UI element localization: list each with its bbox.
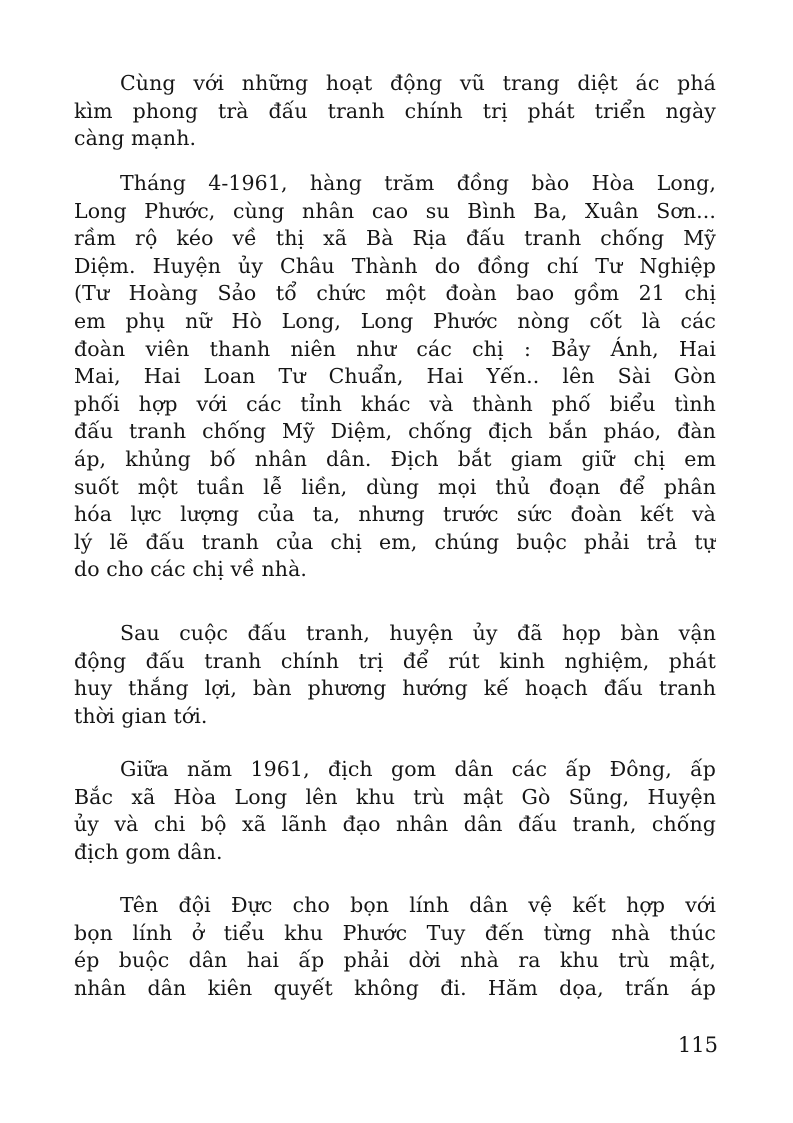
text-line: huy thắng lợi, bàn phương hướng kế hoạch đấu tranh bbox=[74, 676, 716, 701]
text-line: (Tư Hoàng Sảo tổ chức một đoàn bao gồm 21 chị bbox=[74, 281, 716, 306]
text-line: suốt một tuần lễ liền, dùng mọi thủ đoạn để phân bbox=[74, 474, 716, 499]
text-line: Tên đội Đực cho bọn lính dân vệ kết hợp với bbox=[120, 893, 716, 917]
text-line: Tháng 4-1961, hàng trăm đồng bào Hòa Long, bbox=[120, 171, 716, 195]
text-line: lý lẽ đấu tranh của chị em, chúng buộc phải trả tự bbox=[74, 529, 716, 554]
text-line: phối hợp với các tỉnh khác và thành phố biểu tình bbox=[74, 391, 716, 416]
text-line: ủy và chi bộ xã lãnh đạo nhân dân đấu tranh, chống bbox=[74, 812, 716, 837]
text-line: áp, khủng bố nhân dân. Địch bắt giam giữ chị em bbox=[74, 446, 716, 471]
text-line: rầm rộ kéo về thị xã Bà Rịa đấu tranh chống Mỹ bbox=[74, 226, 716, 251]
text-line: Cùng với những hoạt động vũ trang diệt ác phá bbox=[120, 71, 716, 95]
text-line: Long Phước, cùng nhân cao su Bình Ba, Xuân Sơn... bbox=[74, 198, 716, 223]
text-line: do cho các chị về nhà. bbox=[74, 557, 308, 582]
paragraph-4 bbox=[74, 756, 716, 866]
page-number: 115 bbox=[677, 1033, 718, 1057]
text-line: thời gian tới. bbox=[74, 703, 208, 728]
text-line: động đấu tranh chính trị để rút kinh nghiệm, phát bbox=[74, 648, 716, 673]
text-line: Diệm. Huyện ủy Châu Thành do đồng chí Tư Nghiệp bbox=[74, 253, 716, 278]
text-line: đấu tranh chống Mỹ Diệm, chống địch bắn pháo, đàn bbox=[74, 419, 716, 444]
text-line: Bắc xã Hòa Long lên khu trù mật Gò Sũng, Huyện bbox=[74, 784, 716, 809]
text-line: đoàn viên thanh niên như các chị : Bảy Ánh, Hai bbox=[74, 336, 716, 361]
paragraph-3 bbox=[74, 620, 716, 730]
text-line: nhân dân kiên quyết không đi. Hăm dọa, trấn áp bbox=[74, 975, 716, 1000]
text-line: địch gom dân. bbox=[74, 839, 223, 864]
text-line: em phụ nữ Hò Long, Long Phước nòng cốt là các bbox=[74, 308, 716, 333]
text-line: kìm phong trà đấu tranh chính trị phát triển ngày bbox=[74, 98, 716, 123]
text-line: càng mạnh. bbox=[74, 126, 197, 151]
text-line: Mai, Hai Loan Tư Chuẩn, Hai Yến.. lên Sài Gòn bbox=[74, 364, 716, 389]
text-line: bọn lính ở tiểu khu Phước Tuy đến từng nhà thúc bbox=[74, 920, 716, 945]
paragraph-2 bbox=[74, 170, 716, 584]
text-line: Giữa năm 1961, địch gom dân các ấp Đông, ấp bbox=[120, 757, 716, 781]
text-line: Sau cuộc đấu tranh, huyện ủy đã họp bàn vận bbox=[120, 621, 716, 645]
text-line: hóa lực lượng của ta, nhưng trước sức đoàn kết và bbox=[74, 502, 716, 527]
paragraph-1 bbox=[74, 70, 716, 153]
text-line: ép buộc dân hai ấp phải dời nhà ra khu trù mật, bbox=[74, 948, 716, 973]
paragraph-5 bbox=[74, 892, 716, 1002]
